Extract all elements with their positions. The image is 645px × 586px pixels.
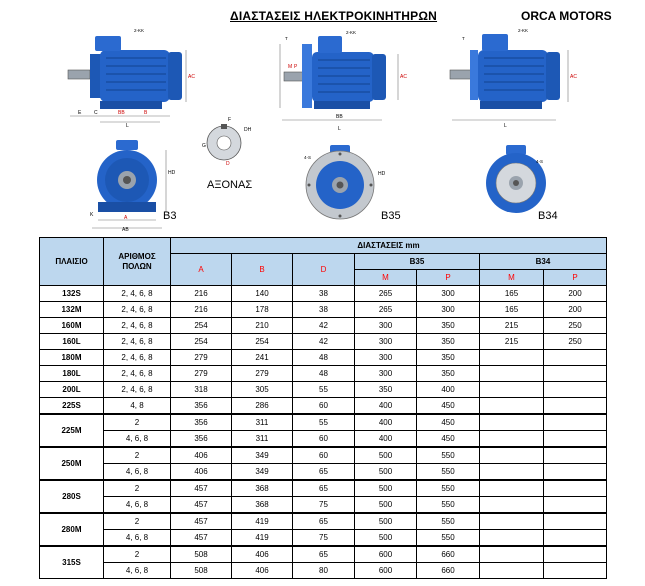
svg-text:AC: AC xyxy=(570,74,577,80)
cell-d: 65 xyxy=(293,480,355,497)
cell-d: 55 xyxy=(293,382,355,398)
cell-b34-p xyxy=(544,464,607,481)
cell-b35-p: 350 xyxy=(417,350,480,366)
cell-d: 65 xyxy=(293,464,355,481)
cell-poles: 4, 6, 8 xyxy=(104,530,171,547)
cell-b: 178 xyxy=(232,302,293,318)
cell-b35-p: 300 xyxy=(417,302,480,318)
cell-b34-m: 215 xyxy=(480,318,544,334)
header-b34-m: M xyxy=(480,270,544,286)
cell-b34-p xyxy=(544,546,607,563)
svg-text:HD: HD xyxy=(378,171,386,177)
cell-d: 42 xyxy=(293,334,355,350)
svg-text:T: T xyxy=(462,36,465,41)
cell-b35-m: 300 xyxy=(355,318,417,334)
cell-b: 210 xyxy=(232,318,293,334)
cell-b34-m xyxy=(480,530,544,547)
table-row xyxy=(40,350,607,366)
table-row xyxy=(40,382,607,398)
table-row xyxy=(40,447,607,464)
cell-a: 254 xyxy=(171,334,232,350)
cell-d: 65 xyxy=(293,513,355,530)
cell-b: 349 xyxy=(232,464,293,481)
cell-a: 279 xyxy=(171,350,232,366)
cell-b35-p: 550 xyxy=(417,480,480,497)
cell-b34-m xyxy=(480,382,544,398)
cell-b35-m: 265 xyxy=(355,302,417,318)
cell-frame: 250M xyxy=(40,447,104,480)
cell-d: 75 xyxy=(293,497,355,514)
table-row xyxy=(40,398,607,415)
svg-text:2-KK: 2-KK xyxy=(346,30,357,35)
cell-b34-m xyxy=(480,513,544,530)
cell-b34-m: 215 xyxy=(480,334,544,350)
dimensions-table xyxy=(39,237,607,579)
cell-b34-m xyxy=(480,497,544,514)
cell-b35-p: 550 xyxy=(417,464,480,481)
cell-b: 368 xyxy=(232,497,293,514)
cell-d: 60 xyxy=(293,431,355,448)
cell-a: 216 xyxy=(171,286,232,302)
cell-b: 406 xyxy=(232,546,293,563)
cell-frame: 280M xyxy=(40,513,104,546)
header-b34: B34 xyxy=(480,254,607,270)
cell-b35-p: 450 xyxy=(417,398,480,415)
table-row xyxy=(40,286,607,302)
cell-a: 318 xyxy=(171,382,232,398)
cell-poles: 2, 4, 6, 8 xyxy=(104,334,171,350)
cell-b: 349 xyxy=(232,447,293,464)
cell-poles: 2 xyxy=(104,447,171,464)
cell-frame: 225M xyxy=(40,414,104,447)
cell-frame: 160M xyxy=(40,318,104,334)
table-row xyxy=(40,302,607,318)
cell-b35-m: 500 xyxy=(355,447,417,464)
cell-b34-p xyxy=(544,414,607,431)
cell-b34-m xyxy=(480,480,544,497)
motor-b34-front-view xyxy=(480,145,552,217)
motor-b34-side-view xyxy=(444,28,584,128)
cell-b35-p: 350 xyxy=(417,318,480,334)
label-shaft: ΑΞΟΝΑΣ xyxy=(207,179,253,191)
svg-text:M: M xyxy=(288,64,293,70)
cell-poles: 2 xyxy=(104,414,171,431)
cell-b: 140 xyxy=(232,286,293,302)
svg-text:4-S: 4-S xyxy=(304,155,312,160)
cell-a: 457 xyxy=(171,497,232,514)
cell-b: 368 xyxy=(232,480,293,497)
table-row xyxy=(40,318,607,334)
svg-text:HD: HD xyxy=(168,170,176,176)
cell-b34-m xyxy=(480,431,544,448)
cell-b35-m: 300 xyxy=(355,366,417,382)
cell-b35-m: 265 xyxy=(355,286,417,302)
cell-b34-p xyxy=(544,563,607,579)
cell-d: 48 xyxy=(293,366,355,382)
cell-b35-p: 660 xyxy=(417,563,480,579)
cell-a: 216 xyxy=(171,302,232,318)
cell-b35-p: 350 xyxy=(417,366,480,382)
cell-b34-p: 200 xyxy=(544,302,607,318)
table-row xyxy=(40,563,607,579)
cell-b34-m xyxy=(480,414,544,431)
table-row xyxy=(40,497,607,514)
header-b34-p: P xyxy=(544,270,607,286)
svg-text:G: G xyxy=(202,143,206,149)
cell-d: 38 xyxy=(293,286,355,302)
svg-text:L: L xyxy=(126,123,129,128)
cell-b35-m: 400 xyxy=(355,431,417,448)
table-row xyxy=(40,334,607,350)
cell-b: 286 xyxy=(232,398,293,415)
label-b3: B3 xyxy=(163,210,177,222)
cell-b35-m: 350 xyxy=(355,382,417,398)
cell-b34-p xyxy=(544,447,607,464)
label-b34: B34 xyxy=(538,210,558,222)
cell-b: 305 xyxy=(232,382,293,398)
cell-b: 419 xyxy=(232,513,293,530)
cell-b: 279 xyxy=(232,366,293,382)
cell-d: 38 xyxy=(293,302,355,318)
cell-b: 241 xyxy=(232,350,293,366)
header-a: A xyxy=(171,254,232,286)
cell-b34-p xyxy=(544,513,607,530)
cell-b34-p xyxy=(544,530,607,547)
cell-b35-m: 300 xyxy=(355,334,417,350)
table-row xyxy=(40,546,607,563)
cell-b: 254 xyxy=(232,334,293,350)
cell-poles: 4, 6, 8 xyxy=(104,563,171,579)
cell-a: 254 xyxy=(171,318,232,334)
motor-b35-side-view xyxy=(278,28,418,138)
cell-d: 75 xyxy=(293,530,355,547)
cell-poles: 2, 4, 6, 8 xyxy=(104,382,171,398)
cell-a: 279 xyxy=(171,366,232,382)
cell-poles: 2, 4, 6, 8 xyxy=(104,350,171,366)
cell-a: 406 xyxy=(171,464,232,481)
cell-a: 508 xyxy=(171,563,232,579)
cell-b34-p xyxy=(544,366,607,382)
header-b35: B35 xyxy=(355,254,480,270)
svg-text:2-KK: 2-KK xyxy=(518,28,529,33)
header-d: D xyxy=(293,254,355,286)
cell-poles: 2, 4, 6, 8 xyxy=(104,318,171,334)
cell-b35-p: 450 xyxy=(417,414,480,431)
cell-b35-m: 600 xyxy=(355,546,417,563)
svg-text:E: E xyxy=(78,110,82,116)
document-title: ΔΙΑΣΤΑΣΕΙΣ ΗΛΕΚΤΡΟΚΙΝΗΤΗΡΩΝ xyxy=(230,9,438,23)
cell-b34-m: 165 xyxy=(480,286,544,302)
svg-text:2-KK: 2-KK xyxy=(134,28,145,33)
svg-text:AB: AB xyxy=(122,227,129,232)
table-row xyxy=(40,366,607,382)
cell-d: 60 xyxy=(293,447,355,464)
cell-b35-p: 550 xyxy=(417,530,480,547)
svg-text:BB: BB xyxy=(118,110,125,116)
cell-poles: 4, 8 xyxy=(104,398,171,415)
cell-b: 419 xyxy=(232,530,293,547)
cell-b: 311 xyxy=(232,431,293,448)
svg-text:AC: AC xyxy=(188,74,195,80)
cell-a: 457 xyxy=(171,480,232,497)
svg-text:L: L xyxy=(504,123,507,128)
cell-b34-m xyxy=(480,447,544,464)
cell-b34-m xyxy=(480,464,544,481)
table-row xyxy=(40,530,607,547)
table-row xyxy=(40,480,607,497)
brand-name: ORCA MOTORS xyxy=(521,9,612,23)
cell-b35-m: 500 xyxy=(355,530,417,547)
svg-text:DH: DH xyxy=(244,127,252,133)
svg-text:T: T xyxy=(285,36,288,41)
cell-b35-m: 400 xyxy=(355,414,417,431)
cell-b34-m: 165 xyxy=(480,302,544,318)
cell-b34-m xyxy=(480,546,544,563)
cell-d: 65 xyxy=(293,546,355,563)
cell-b35-m: 300 xyxy=(355,350,417,366)
svg-text:K: K xyxy=(90,212,94,218)
svg-text:AC: AC xyxy=(400,74,407,80)
cell-b34-m xyxy=(480,398,544,415)
header-b: B xyxy=(232,254,293,286)
cell-a: 356 xyxy=(171,414,232,431)
svg-text:P: P xyxy=(294,64,298,70)
cell-b34-m xyxy=(480,350,544,366)
cell-d: 48 xyxy=(293,350,355,366)
header-frame: ΠΛΑΙΣΙΟ xyxy=(40,238,104,286)
cell-a: 356 xyxy=(171,398,232,415)
svg-text:BB: BB xyxy=(336,114,343,120)
label-b35: B35 xyxy=(381,210,401,222)
cell-a: 508 xyxy=(171,546,232,563)
cell-d: 60 xyxy=(293,398,355,415)
cell-frame: 132M xyxy=(40,302,104,318)
cell-b34-p: 200 xyxy=(544,286,607,302)
cell-b35-p: 400 xyxy=(417,382,480,398)
cell-b34-p: 250 xyxy=(544,318,607,334)
cell-poles: 4, 6, 8 xyxy=(104,431,171,448)
cell-b35-p: 550 xyxy=(417,497,480,514)
cell-b35-p: 450 xyxy=(417,431,480,448)
header-b35-p: P xyxy=(417,270,480,286)
table-row xyxy=(40,414,607,431)
cell-frame: 180M xyxy=(40,350,104,366)
cell-poles: 2, 4, 6, 8 xyxy=(104,302,171,318)
svg-text:A: A xyxy=(124,215,128,221)
shaft-detail xyxy=(200,115,256,167)
table-row xyxy=(40,431,607,448)
cell-b35-m: 500 xyxy=(355,464,417,481)
cell-d: 80 xyxy=(293,563,355,579)
cell-a: 406 xyxy=(171,447,232,464)
cell-b35-m: 500 xyxy=(355,497,417,514)
cell-frame: 315S xyxy=(40,546,104,579)
table-row xyxy=(40,513,607,530)
cell-frame: 180L xyxy=(40,366,104,382)
cell-a: 356 xyxy=(171,431,232,448)
cell-b35-m: 600 xyxy=(355,563,417,579)
cell-poles: 4, 6, 8 xyxy=(104,497,171,514)
cell-b: 311 xyxy=(232,414,293,431)
cell-b35-m: 500 xyxy=(355,480,417,497)
table-row xyxy=(40,464,607,481)
svg-text:B: B xyxy=(144,110,148,116)
cell-b: 406 xyxy=(232,563,293,579)
cell-b34-m xyxy=(480,563,544,579)
motor-b35-front-view xyxy=(300,143,386,229)
cell-b34-p xyxy=(544,382,607,398)
motor-b3-side-view xyxy=(60,28,200,128)
cell-b35-p: 550 xyxy=(417,447,480,464)
cell-b34-p: 250 xyxy=(544,334,607,350)
cell-b34-m xyxy=(480,366,544,382)
cell-b34-p xyxy=(544,480,607,497)
cell-d: 55 xyxy=(293,414,355,431)
cell-b34-p xyxy=(544,497,607,514)
cell-b35-m: 500 xyxy=(355,513,417,530)
cell-frame: 200L xyxy=(40,382,104,398)
cell-b34-p xyxy=(544,431,607,448)
cell-poles: 4, 6, 8 xyxy=(104,464,171,481)
cell-b35-p: 660 xyxy=(417,546,480,563)
cell-b35-p: 300 xyxy=(417,286,480,302)
cell-a: 457 xyxy=(171,513,232,530)
svg-text:F: F xyxy=(228,117,232,123)
cell-a: 457 xyxy=(171,530,232,547)
cell-poles: 2, 4, 6, 8 xyxy=(104,366,171,382)
cell-poles: 2 xyxy=(104,480,171,497)
cell-frame: 160L xyxy=(40,334,104,350)
cell-b34-p xyxy=(544,398,607,415)
cell-frame: 132S xyxy=(40,286,104,302)
cell-b35-p: 350 xyxy=(417,334,480,350)
header-b35-m: M xyxy=(355,270,417,286)
header-dimensions: ΔΙΑΣΤΑΣΕΙΣ mm xyxy=(171,238,607,254)
cell-frame: 225S xyxy=(40,398,104,415)
cell-b34-p xyxy=(544,350,607,366)
cell-d: 42 xyxy=(293,318,355,334)
cell-b35-p: 550 xyxy=(417,513,480,530)
svg-text:D: D xyxy=(226,161,230,167)
cell-poles: 2, 4, 6, 8 xyxy=(104,286,171,302)
svg-text:C: C xyxy=(94,110,98,116)
cell-frame: 280S xyxy=(40,480,104,513)
cell-poles: 2 xyxy=(104,546,171,563)
svg-text:L: L xyxy=(338,126,341,132)
cell-b35-m: 400 xyxy=(355,398,417,415)
header-poles: ΑΡΙΘΜΟΣ ΠΟΛΩΝ xyxy=(104,238,171,286)
svg-text:4-S: 4-S xyxy=(536,159,544,164)
cell-poles: 2 xyxy=(104,513,171,530)
